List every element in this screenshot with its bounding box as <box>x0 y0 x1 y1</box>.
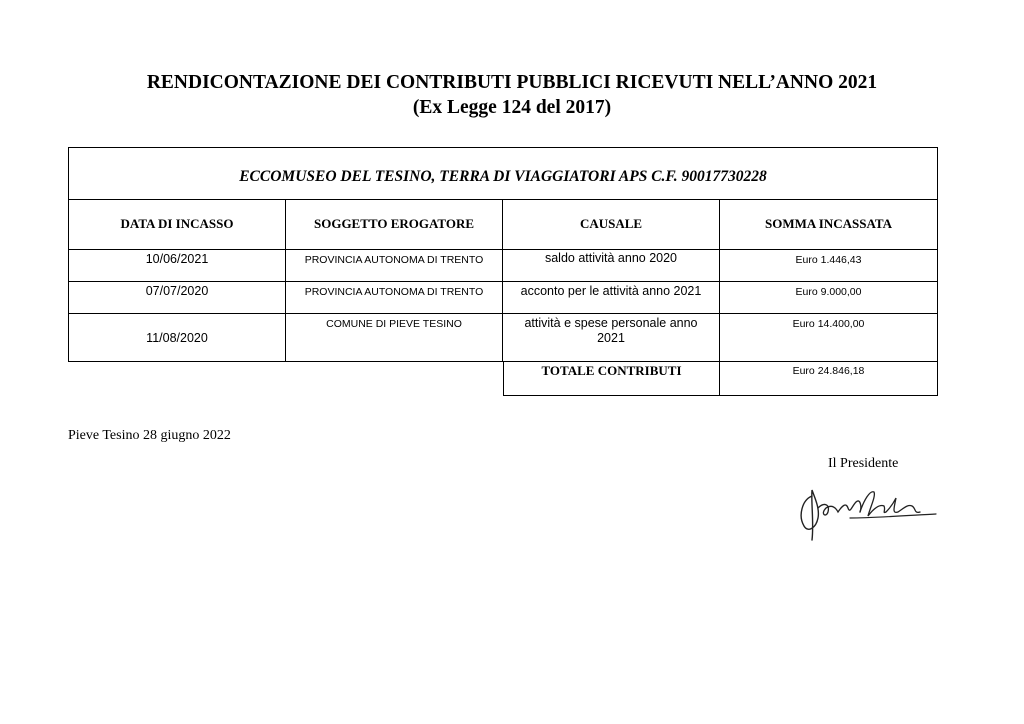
date-cell <box>68 281 286 314</box>
reason-cell <box>503 249 720 282</box>
place-and-date: Pieve Tesino 28 giugno 2022 <box>68 428 231 443</box>
date-value: 10/06/2021 <box>145 252 209 266</box>
header-soggetto-erogatore: SOGGETTO EROGATORE <box>286 199 503 250</box>
reason-cell <box>503 313 720 362</box>
handwritten-signature <box>790 478 950 550</box>
document-title: RENDICONTAZIONE DEI CONTRIBUTI PUBBLICI RICEVUTI NELL’ANNO 2021 <box>146 72 878 93</box>
amount-value: Euro 1.446,43 <box>795 254 862 266</box>
header-somma-incassata: SOMMA INCASSATA <box>720 199 938 250</box>
reason-value: acconto per le attività anno 2021 <box>520 284 702 298</box>
total-amount: Euro 24.846,18 <box>792 365 865 377</box>
document-subtitle: (Ex Legge 124 del 2017) <box>412 97 612 118</box>
reason-value-line2: 2021 <box>597 331 625 345</box>
amount-cell <box>720 281 938 314</box>
date-cell <box>68 313 286 362</box>
amount-value: Euro 14.400,00 <box>792 318 865 330</box>
source-cell <box>286 281 503 314</box>
source-cell <box>286 313 503 362</box>
table-row <box>68 313 938 362</box>
table-header-row <box>68 199 938 250</box>
total-amount-cell <box>720 361 938 396</box>
table-row <box>68 281 938 314</box>
organization-name: ECCOMUSEO DEL TESINO, TERRA DI VIAGGIATORI APS C.F. 90017730228 <box>239 168 767 185</box>
total-label: TOTALE CONTRIBUTI <box>541 363 682 378</box>
date-value: 11/08/2020 <box>146 331 208 345</box>
header-data-di-incasso: DATA DI INCASSO <box>68 199 286 250</box>
amount-value: Euro 9.000,00 <box>795 286 862 298</box>
amount-cell <box>720 249 938 282</box>
table-row <box>68 249 938 282</box>
total-label-cell <box>503 361 720 396</box>
reason-value-line1: attività e spese personale anno <box>524 316 698 330</box>
header-causale: CAUSALE <box>503 199 720 250</box>
source-value: PROVINCIA AUTONOMA DI TRENTO <box>304 254 484 266</box>
reason-cell <box>503 281 720 314</box>
date-value: 07/07/2020 <box>145 284 209 298</box>
amount-cell <box>720 313 938 362</box>
signer-title: Il Presidente <box>828 456 899 471</box>
source-value: COMUNE DI PIEVE TESINO <box>326 318 462 330</box>
source-cell <box>286 249 503 282</box>
reason-value: saldo attività anno 2020 <box>544 251 678 265</box>
date-cell <box>68 249 286 282</box>
source-value: PROVINCIA AUTONOMA DI TRENTO <box>304 286 484 298</box>
total-row <box>503 361 938 396</box>
